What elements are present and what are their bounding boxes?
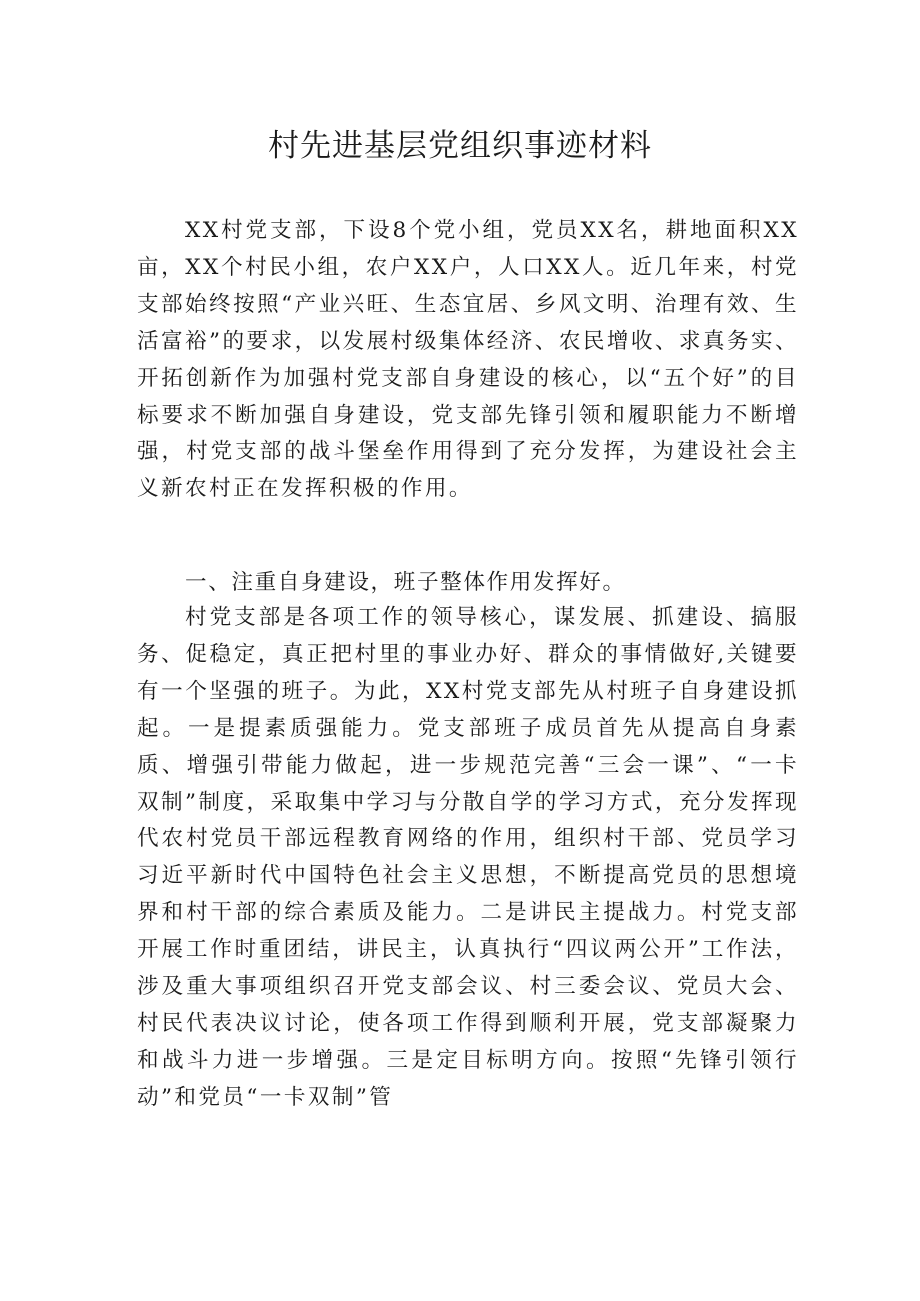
section-paragraph: 村党支部是各项工作的领导核心，谋发展、抓建设、搞服务、促稳定，真正把村里的事业办好、群众的事情做好,关键要有一个坚强的班子。为此，XX村党支部先从村班子自身建设抓起。一是提素质强能力。党支部班子成员首先从提高自身素质、增强引带能力做起，进一步规范完善“三会一课”、“一卡双制”制度，采取集中学习与分散自学的学习方式，充分发挥现代农村党员干部远程教育网络的作用，组织村干部、党员学习习近平新时代中国特色社会主义思想，不断提高党员的思想境界和村干部的综合素质及能力。二是讲民主提战力。村党支部开展工作时重团结，讲民主，认真执行“四议两公开”工作法，涉及重大事项组织召开党支部会议、村三委会议、党员大会、村民代表决议讨论，使各项工作得到顺利开展，党支部凝聚力和战斗力进一步增强。三是定目标明方向。按照“先锋引领行动”和党员“一卡双制”管 (137, 605, 799, 1110)
intro-paragraph: XX村党支部，下设8个党小组，党员XX名，耕地面积XX亩，XX个村民小组，农户XX户，人口XX人。近几年来，村党支部始终按照“产业兴旺、生态宜居、乡风文明、治理有效、生活富裕”的要求，以发展村级集体经济、农民增收、求真务实、开拓创新作为加强村党支部自身建设的核心，以“五个好”的目标要求不断加强自身建设，党支部先锋引领和履职能力不断增强，村党支部的战斗堡垒作用得到了充分发挥，为建设社会主义新农村正在发挥积极的作用。 (137, 218, 799, 502)
section1-paragraph-block (137, 600, 799, 1117)
document-title: 村先进基层党组织事迹材料 (268, 128, 652, 164)
section1-heading-block (137, 565, 799, 602)
section-heading: 一、注重自身建设，班子整体作用发挥好。 (185, 570, 626, 595)
intro-paragraph-block (137, 213, 799, 508)
